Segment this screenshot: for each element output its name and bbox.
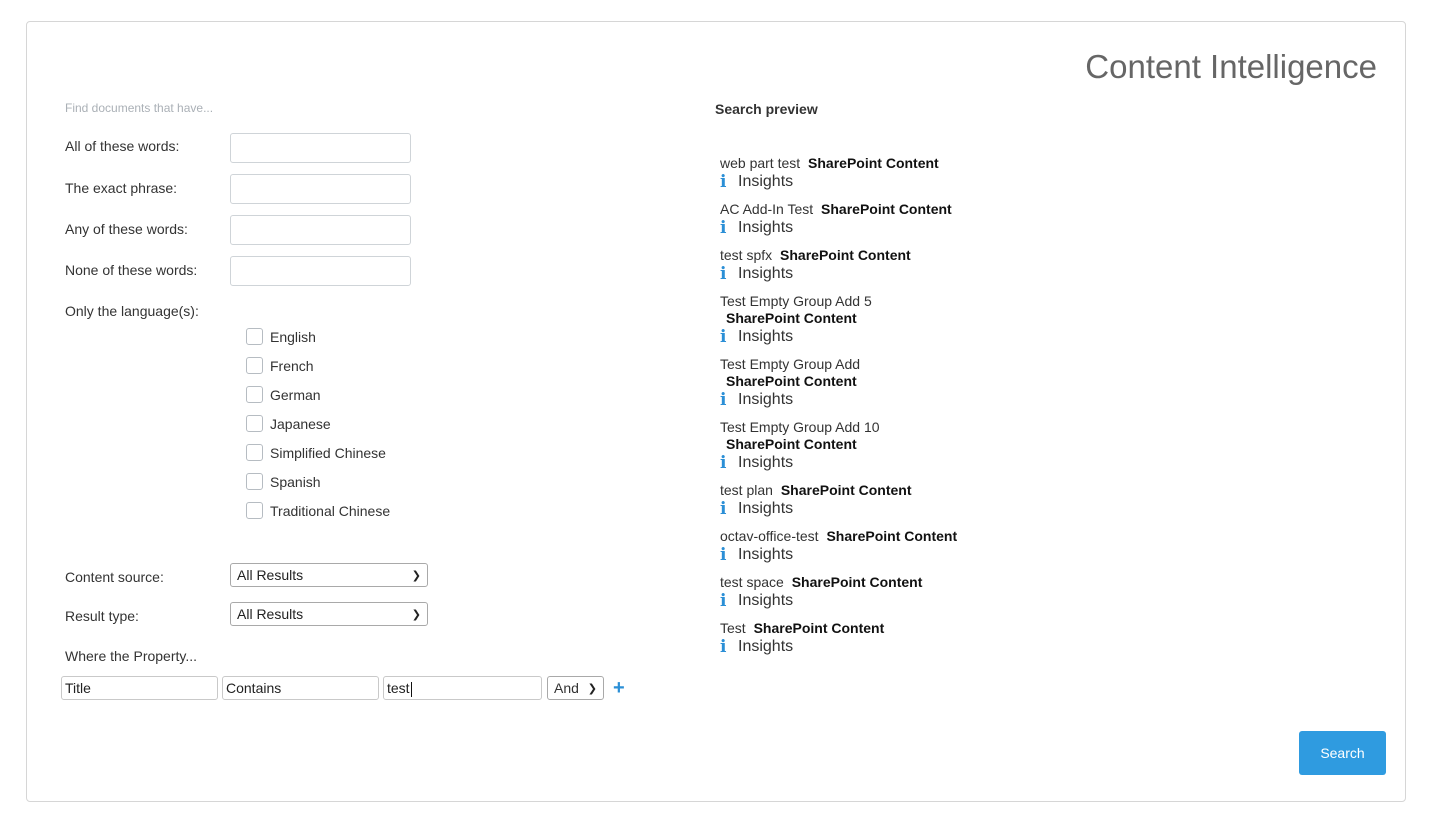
info-icon: i: [720, 453, 727, 473]
insights-label: Insights: [738, 546, 794, 563]
language-option-german[interactable]: [246, 380, 390, 409]
text-cursor: [411, 682, 412, 697]
info-icon: i: [720, 545, 727, 565]
search-panel: [26, 21, 1406, 802]
result-item: [720, 247, 1120, 284]
insights-link[interactable]: [720, 327, 1120, 347]
insights-link[interactable]: [720, 545, 1120, 565]
checkbox[interactable]: [246, 444, 263, 461]
info-icon: i: [720, 172, 727, 192]
conjunction-value: And: [554, 680, 579, 696]
chevron-down-icon: ❯: [411, 569, 421, 582]
language-option-simplified-chinese[interactable]: [246, 438, 390, 467]
language-label-german: German: [270, 386, 321, 403]
form-hint: Find documents that have...: [65, 101, 214, 115]
result-title[interactable]: Test Empty Group Add 10: [720, 419, 880, 435]
result-title[interactable]: test space: [720, 574, 784, 590]
exact-phrase-input[interactable]: [230, 174, 411, 204]
insights-label: Insights: [738, 173, 794, 190]
all-words-label: All of these words:: [65, 138, 180, 154]
info-icon: i: [720, 499, 727, 519]
checkbox[interactable]: [246, 502, 263, 519]
chevron-down-icon: ❯: [587, 682, 597, 695]
chevron-down-icon: ❯: [411, 608, 421, 621]
result-source: SharePoint Content: [780, 247, 911, 263]
result-source: SharePoint Content: [791, 574, 923, 590]
insights-label: Insights: [738, 500, 794, 517]
language-option-traditional-chinese[interactable]: [246, 496, 390, 525]
language-label-traditional-chinese: Traditional Chinese: [270, 502, 391, 519]
content-source-label: Content source:: [65, 569, 164, 585]
property-operator-value: Contains: [226, 680, 282, 696]
search-button[interactable]: Search: [1299, 731, 1386, 775]
property-value-input[interactable]: [383, 676, 542, 700]
result-item: [720, 574, 1120, 611]
checkbox[interactable]: [246, 386, 263, 403]
property-label: Where the Property...: [65, 648, 198, 664]
result-source: SharePoint Content: [753, 620, 885, 636]
all-words-input[interactable]: [230, 133, 411, 163]
result-item: [720, 293, 1120, 347]
info-icon: i: [720, 327, 727, 347]
insights-label: Insights: [738, 328, 794, 345]
result-title[interactable]: test spfx: [720, 247, 773, 263]
language-option-french[interactable]: [246, 351, 390, 380]
result-title[interactable]: web part test: [720, 155, 801, 171]
result-source: SharePoint Content: [726, 436, 857, 452]
insights-label: Insights: [738, 219, 794, 236]
language-option-japanese[interactable]: [246, 409, 390, 438]
result-source: SharePoint Content: [726, 310, 857, 326]
insights-link[interactable]: [720, 637, 1120, 657]
result-item: [720, 155, 1120, 192]
none-words-input[interactable]: [230, 256, 411, 286]
result-title[interactable]: Test Empty Group Add: [720, 356, 861, 372]
property-operator-input[interactable]: [222, 676, 379, 700]
result-title[interactable]: test plan: [720, 482, 773, 498]
any-words-input[interactable]: [230, 215, 411, 245]
add-condition-icon[interactable]: +: [613, 677, 625, 699]
property-filter-row: [61, 676, 625, 700]
conjunction-select[interactable]: [547, 676, 604, 700]
info-icon: i: [720, 637, 727, 657]
language-list: [246, 322, 390, 525]
language-option-spanish[interactable]: [246, 467, 390, 496]
result-type-value: All Results: [237, 606, 304, 622]
insights-link[interactable]: [720, 499, 1120, 519]
property-field-value: Title: [65, 680, 91, 696]
checkbox[interactable]: [246, 328, 263, 345]
insights-label: Insights: [738, 391, 794, 408]
insights-link[interactable]: [720, 218, 1120, 238]
result-title[interactable]: Test Empty Group Add 5: [720, 293, 872, 309]
insights-link[interactable]: [720, 390, 1120, 410]
language-option-english[interactable]: [246, 322, 390, 351]
result-type-label: Result type:: [65, 608, 139, 624]
search-preview-results: [720, 155, 1120, 666]
result-type-select[interactable]: [230, 602, 428, 626]
insights-label: Insights: [738, 638, 794, 655]
result-title[interactable]: octav-office-test: [720, 528, 819, 544]
info-icon: i: [720, 218, 727, 238]
checkbox[interactable]: [246, 357, 263, 374]
language-label-spanish: Spanish: [270, 473, 321, 490]
result-item: [720, 528, 1120, 565]
result-title[interactable]: AC Add-In Test: [720, 201, 814, 217]
info-icon: i: [720, 390, 727, 410]
insights-label: Insights: [738, 265, 794, 282]
insights-link[interactable]: [720, 172, 1120, 192]
insights-link[interactable]: [720, 591, 1120, 611]
insights-label: Insights: [738, 454, 794, 471]
none-words-label: None of these words:: [65, 262, 198, 278]
result-item: [720, 620, 1120, 657]
language-label-japanese: Japanese: [270, 415, 331, 432]
search-preview-label: Search preview: [715, 101, 818, 117]
checkbox[interactable]: [246, 473, 263, 490]
property-value-text: test: [387, 680, 410, 696]
insights-link[interactable]: [720, 264, 1120, 284]
any-words-label: Any of these words:: [65, 221, 188, 237]
result-item: [720, 482, 1120, 519]
language-label: Only the language(s):: [65, 303, 199, 319]
result-item: [720, 356, 1120, 410]
result-item: [720, 419, 1120, 473]
content-source-value: All Results: [237, 567, 304, 583]
language-label-french: French: [270, 357, 314, 374]
result-item: [720, 201, 1120, 238]
language-label-english: English: [270, 328, 316, 345]
page-title: Content Intelligence: [1085, 48, 1377, 85]
result-source: SharePoint Content: [780, 482, 912, 498]
info-icon: i: [720, 591, 727, 611]
result-source: SharePoint Content: [726, 373, 857, 389]
result-source: SharePoint Content: [808, 155, 939, 171]
content-source-select[interactable]: [230, 563, 428, 587]
result-title[interactable]: Test: [720, 620, 746, 636]
language-label-simplified-chinese: Simplified Chinese: [270, 444, 386, 461]
checkbox[interactable]: [246, 415, 263, 432]
info-icon: i: [720, 264, 727, 284]
insights-label: Insights: [738, 592, 794, 609]
insights-link[interactable]: [720, 453, 1120, 473]
exact-phrase-label: The exact phrase:: [65, 180, 178, 196]
property-field-input[interactable]: [61, 676, 218, 700]
result-source: SharePoint Content: [821, 201, 952, 217]
result-source: SharePoint Content: [826, 528, 958, 544]
